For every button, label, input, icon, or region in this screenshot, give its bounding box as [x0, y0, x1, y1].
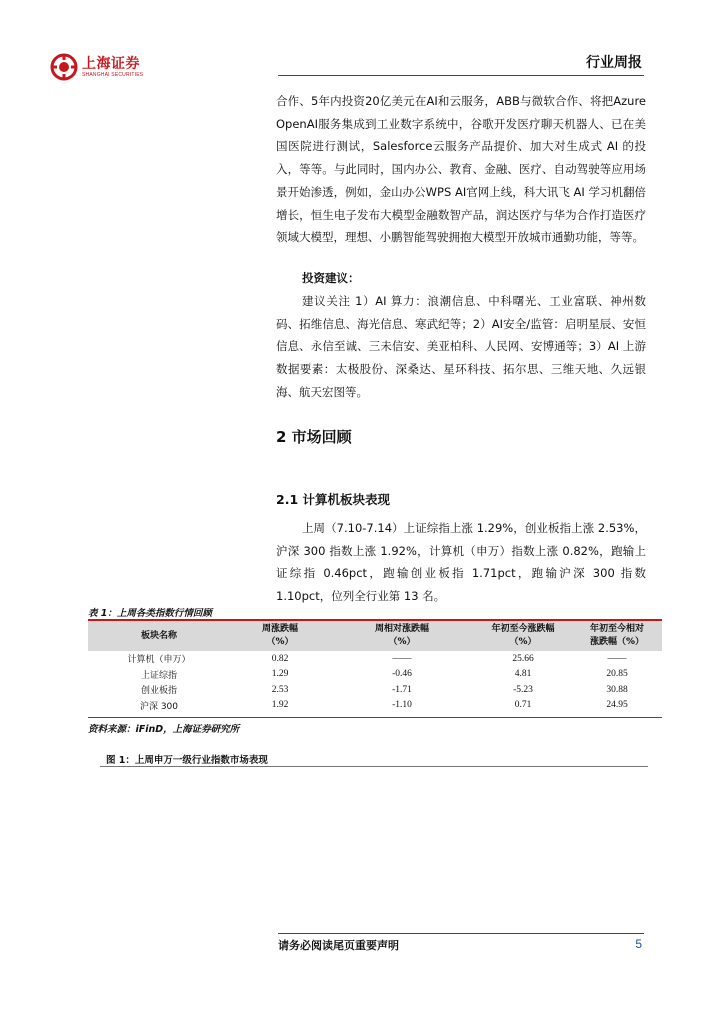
table-row: [88, 698, 662, 714]
investment-advice-paragraph: 建议关注 1）AI 算力：浪潮信息、中科曙光、工业富联、神州数码、拓维信息、海光信息、寒武纪等；2）AI安全/监管：启明星辰、安恒信息、永信至诚、三未信安、美亚柏科、人民网、安博通等；3）AI 上游数据要素：太极股份、深桑达、星环科技、拓尔思、三维天地、久远银海、航天宏图等。: [276, 294, 646, 399]
subsection-heading-computer-sector: 2.1 计算机板块表现: [276, 492, 390, 507]
column-header: [474, 621, 572, 651]
table-cell: -1.71: [392, 684, 412, 695]
column-header: [88, 621, 230, 651]
column-header: [330, 621, 474, 651]
report-type: 行业周报: [586, 55, 642, 71]
column-header-text: 年初至今涨跌幅 （%）: [491, 624, 555, 647]
table-cell: 25.66: [512, 653, 534, 664]
table-cell: 30.88: [606, 684, 628, 695]
table-bottom-rule: [88, 717, 662, 718]
table-cell: 1.92: [271, 700, 289, 711]
table-title: 表 1：上周各类指数行情回顾: [88, 608, 212, 619]
table-cell: 上证综指: [140, 670, 177, 681]
column-header-text: 板块名称: [140, 630, 177, 641]
logo-chinese-name: 上海证券: [82, 55, 140, 72]
figure-title: 图 1：上周申万一级行业指数市场表现: [106, 755, 268, 766]
company-logo: [50, 53, 143, 81]
table-cell: 20.85: [606, 669, 628, 680]
footer-divider: [278, 933, 644, 934]
column-header-text: 周涨跌幅 （%）: [261, 624, 298, 647]
table-source: 资料来源：iFinD，上海证券研究所: [88, 724, 240, 735]
table-cell: 2.53: [271, 684, 289, 695]
figure-rule: [100, 766, 648, 767]
table-cell: 沪深 300: [139, 701, 179, 712]
table-header-row: [88, 621, 662, 651]
table-cell: 创业板指: [140, 686, 177, 697]
footer-disclaimer: 请务必阅读尾页重要声明: [278, 939, 399, 952]
market-summary-paragraph: 上周（7.10-7.14）上证综指上涨 1.29%，创业板指上涨 2.53%，沪深 300 指数上涨 1.92%，计算机（申万）指数上涨 0.82%，跑输上证综指 0.46pct，跑输创业板指 1.71pct，跑输沪深 300 指数 1.10pct，位列全行业第 13 名。: [276, 521, 646, 603]
column-header: [230, 621, 330, 651]
column-header: [572, 621, 662, 651]
logo-emblem-icon: [50, 53, 78, 81]
index-performance-table: [88, 621, 662, 713]
table-cell: ——: [607, 653, 627, 664]
table-row: [88, 667, 662, 683]
table-cell: 4.81: [514, 669, 532, 680]
logo-english-name: SHANGHAI SECURITIES: [82, 71, 144, 78]
table-row: [88, 651, 662, 667]
table-cell: 1.29: [271, 669, 289, 680]
column-header-text: 年初至今相对 涨跌幅（%）: [589, 624, 645, 647]
table-cell: -1.10: [392, 700, 412, 711]
page-number: 5: [635, 937, 642, 951]
table-row: [88, 682, 662, 698]
table-cell: 24.95: [606, 700, 628, 711]
column-header-text: 周相对涨跌幅 （%）: [374, 624, 429, 647]
table-cell: -0.46: [392, 669, 412, 680]
table-cell: 0.82: [271, 653, 289, 664]
table-cell: ——: [392, 653, 412, 664]
table-cell: 计算机（申万）: [127, 655, 191, 666]
table-cell: -5.23: [513, 684, 533, 695]
section-heading-market-review: 2 市场回顾: [276, 428, 352, 446]
table-cell: 0.71: [514, 700, 532, 711]
header-divider: [278, 75, 644, 76]
intro-paragraph: 合作、5年内投资20亿美元在AI和云服务，ABB与微软合作、将把Azure OpenAI服务集成到工业数字系统中，谷歌开发医疗聊天机器人、已在美国医院进行测试，Salesforce云服务产品提价、加大对生成式 AI 的投入，等等。与此同时，国内办公、教育、金融、医疗、自动驾驶等应用场景开始渗透，例如，金山办公WPS AI官网上线，科大讯飞 AI 学习机翻倍增长，恒生电子发布大模型金融数智产品，润达医疗与华为合作打造医疗领域大模型，理想、小鹏智能驾驶拥抱大模型开放城市通勤功能，等等。: [276, 94, 646, 245]
investment-advice-label: 投资建议：: [302, 271, 360, 285]
